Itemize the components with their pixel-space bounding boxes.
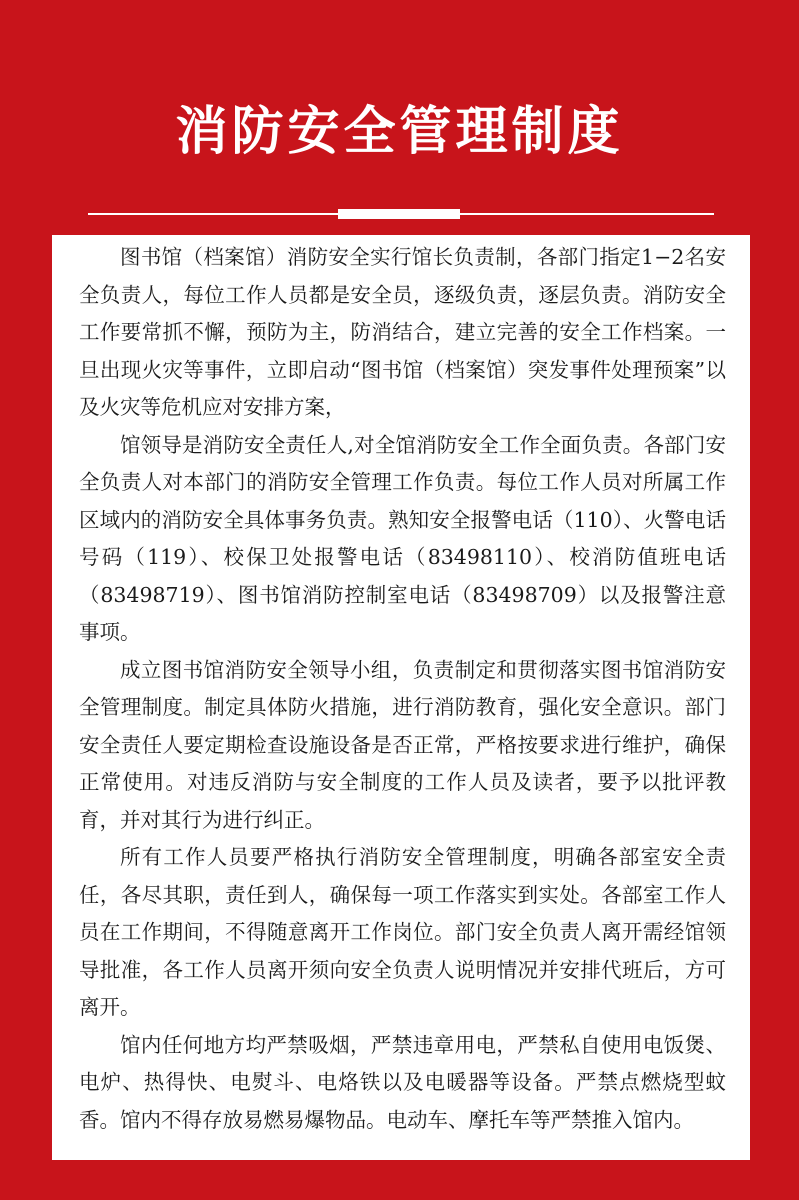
page-title: 消防安全管理制度 [175, 102, 624, 162]
regulation-panel [52, 235, 750, 1160]
paragraph-5: 馆内任何地方均严禁吸烟，严禁违章用电，严禁私自使用电饭煲、电炉、热得快、电熨斗、电烙铁以及电暖器等设备。严禁点燃烧型蚊香。馆内不得存放易燃易爆物品。电动车、摩托车等严禁推入馆内。 [79, 1032, 726, 1132]
paragraph-1: 图书馆（档案馆）消防安全实行馆长负责制，各部门指定1−2名安全负责人，每位工作人员都是安全员，逐级负责，逐层负责。消防安全工作要常抓不懈，预防为主，防消结合，建立完善的安全工作档案。一旦出现火灾等事件，立即启动“图书馆（档案馆）突发事件处理预案”以及火灾等危机应对安排方案， [79, 245, 726, 419]
paragraph-4: 所有工作人员要严格执行消防安全管理制度，明确各部室安全责任，各尽其职，责任到人，确保每一项工作落实到实处。各部室工作人员在工作期间，不得随意离开工作岗位。部门安全负责人离开需经馆领导批准，各工作人员离开须向安全负责人说明情况并安排代班后，方可离开。 [79, 845, 726, 1019]
paragraph-2: 馆领导是消防安全责任人,对全馆消防安全工作全面负责。各部门安全负责人对本部门的消防安全管理工作负责。每位工作人员对所属工作区域内的消防安全具体事务负责。熟知安全报警电话（110）、火警电话号码（119）、校保卫处报警电话（83498110）、校消防值班电话（83498719）、图书馆消防控制室电话（83498709）以及报警注意事项。 [79, 432, 726, 644]
title-divider-accent [338, 209, 460, 219]
paragraph-3: 成立图书馆消防安全领导小组，负责制定和贯彻落实图书馆消防安全管理制度。制定具体防火措施，进行消防教育，强化安全意识。部门安全责任人要定期检查设施设备是否正常，严格按要求进行维护，确保正常使用。对违反消防与安全制度的工作人员及读者，要予以批评教育，并对其行为进行纠正。 [79, 657, 726, 832]
